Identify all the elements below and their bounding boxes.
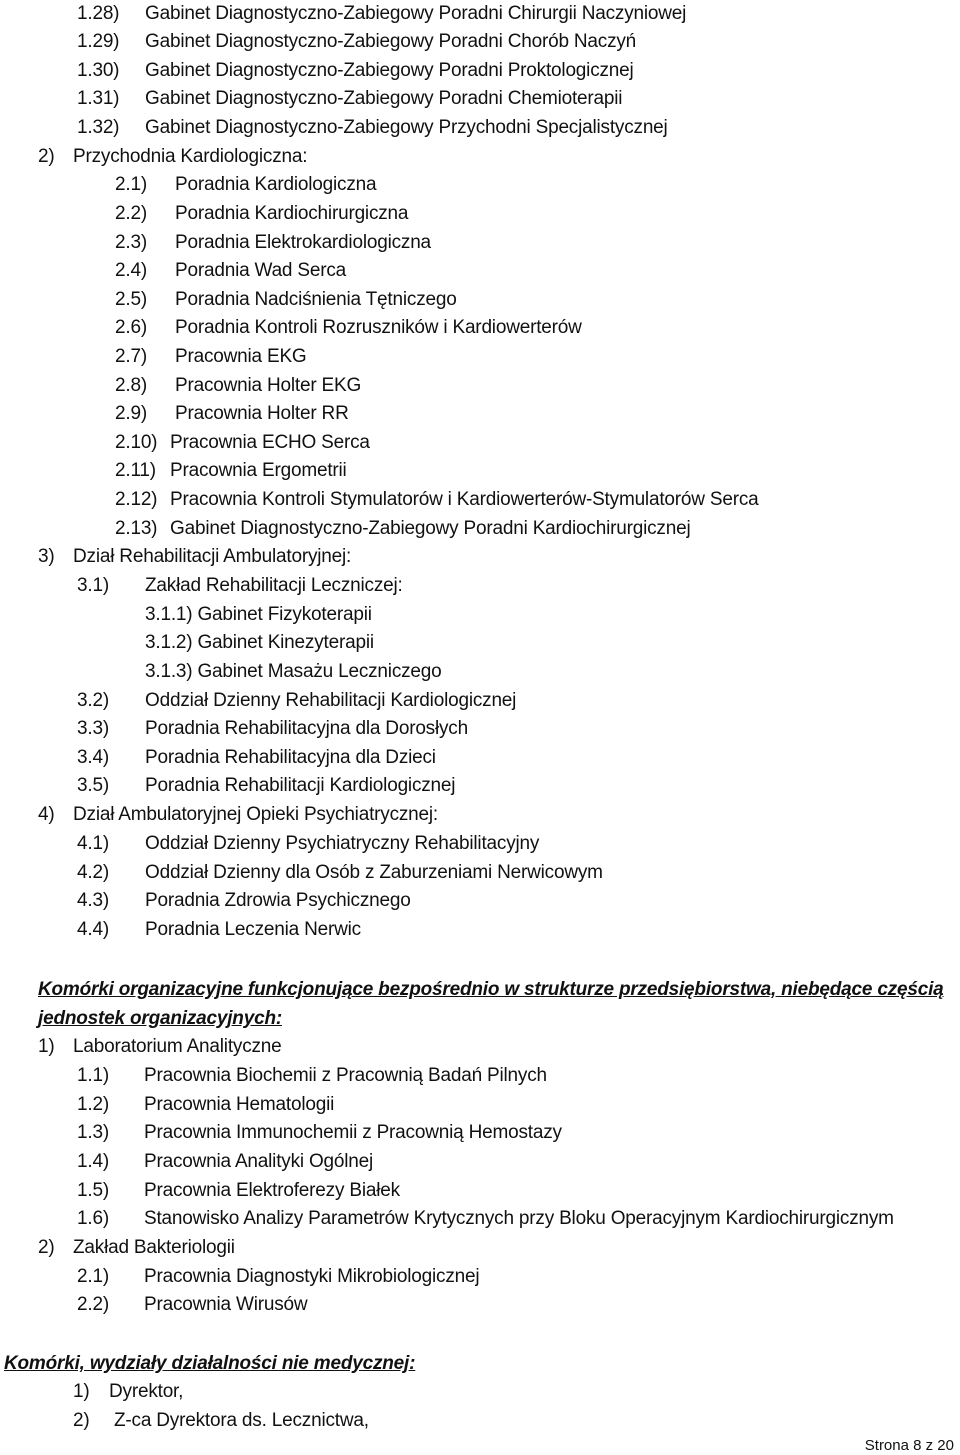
section-number: 1) — [38, 1036, 55, 1057]
item-number: 2.11) — [115, 460, 156, 481]
item-text: Pracownia Analityki Ogólnej — [144, 1151, 374, 1172]
item-text: Poradnia Wad Serca — [175, 260, 347, 281]
item-text: Poradnia Rehabilitacji Kardiologicznej — [145, 775, 456, 796]
item-text: 3.1.1) Gabinet Fizykoterapii — [145, 604, 372, 625]
section-title: Zakład Bakteriologii — [73, 1237, 235, 1258]
section-title: Dział Ambulatoryjnej Opieki Psychiatrycznej: — [73, 804, 439, 825]
item-number: 3.3) — [77, 718, 109, 739]
section-heading-units-cont: jednostek organizacyjnych: — [38, 1008, 282, 1029]
item-text: Poradnia Leczenia Nerwic — [145, 919, 361, 940]
item-number: 1.28) — [77, 3, 120, 24]
section-title: Laboratorium Analityczne — [73, 1036, 282, 1057]
item-number: 1.2) — [77, 1094, 109, 1115]
item-text: Pracownia Holter EKG — [175, 375, 362, 396]
section-number: 4) — [38, 804, 55, 825]
section-number: 3) — [38, 546, 55, 567]
item-text: Gabinet Diagnostyczno-Zabiegowy Przychodni Specjalistycznej — [145, 117, 668, 138]
item-number: 2.2) — [115, 203, 147, 224]
item-text: 3.1.3) Gabinet Masażu Leczniczego — [145, 661, 442, 682]
item-number: 1.30) — [77, 60, 120, 81]
item-text: Dyrektor, — [109, 1381, 184, 1402]
item-number: 2.4) — [115, 260, 147, 281]
item-number: 1.4) — [77, 1151, 109, 1172]
item-number: 1.3) — [77, 1122, 109, 1143]
item-text: Poradnia Elektrokardiologiczna — [175, 232, 431, 253]
item-number: 2.3) — [115, 232, 147, 253]
item-number: 1.32) — [77, 117, 120, 138]
item-number: 2.6) — [115, 317, 147, 338]
item-text: Gabinet Diagnostyczno-Zabiegowy Poradni Kardiochirurgicznej — [170, 518, 691, 539]
item-number: 1.1) — [77, 1065, 109, 1086]
item-text: Pracownia Immunochemii z Pracownią Hemostazy — [144, 1122, 562, 1143]
item-text: Pracownia Kontroli Stymulatorów i Kardiowerterów-Stymulatorów Serca — [170, 489, 759, 510]
item-number: 2.1) — [77, 1266, 109, 1287]
section-heading-units: Komórki organizacyjne funkcjonujące bezpośrednio w strukturze przedsiębiorstwa, niebędące częścią — [38, 979, 944, 1000]
item-text: Poradnia Rehabilitacyjna dla Dorosłych — [145, 718, 468, 739]
item-number: 1.6) — [77, 1208, 109, 1229]
item-number: 3.4) — [77, 747, 109, 768]
item-text: Pracownia Elektroferezy Białek — [144, 1180, 400, 1201]
section-title: Przychodnia Kardiologiczna: — [73, 146, 308, 167]
item-text: Oddział Dzienny Rehabilitacji Kardiologicznej — [145, 690, 517, 711]
item-text: Stanowisko Analizy Parametrów Krytycznych przy Bloku Operacyjnym Kardiochirurgicznym — [144, 1208, 894, 1229]
item-text: Gabinet Diagnostyczno-Zabiegowy Poradni Chemioterapii — [145, 88, 623, 109]
item-text: Gabinet Diagnostyczno-Zabiegowy Poradni Proktologicznej — [145, 60, 634, 81]
item-text: Oddział Dzienny dla Osób z Zaburzeniami Nerwicowym — [145, 862, 603, 883]
item-text: Poradnia Zdrowia Psychicznego — [145, 890, 411, 911]
section-number: 2) — [38, 1237, 55, 1258]
item-text: Poradnia Kardiologiczna — [175, 174, 377, 195]
item-number: 1) — [73, 1381, 90, 1402]
item-text: Poradnia Nadciśnienia Tętniczego — [175, 289, 457, 310]
page-number: Strona 8 z 20 — [864, 1437, 954, 1454]
item-text: Poradnia Kontroli Rozruszników i Kardiowerterów — [175, 317, 582, 338]
item-text: Pracownia Holter RR — [175, 403, 349, 424]
item-number: 1.29) — [77, 31, 120, 52]
item-text: Pracownia EKG — [175, 346, 307, 367]
item-number: 4.4) — [77, 919, 109, 940]
item-text: Pracownia Wirusów — [144, 1294, 308, 1315]
item-number: 2.10) — [115, 432, 158, 453]
item-text: Pracownia ECHO Serca — [170, 432, 370, 453]
section-heading-non-medical: Komórki, wydziały działalności nie medycznej: — [4, 1353, 416, 1374]
item-number: 4.1) — [77, 833, 109, 854]
item-text: Pracownia Ergometrii — [170, 460, 347, 481]
item-text: Poradnia Rehabilitacyjna dla Dzieci — [145, 747, 436, 768]
item-number: 2.2) — [77, 1294, 109, 1315]
section-title: Dział Rehabilitacji Ambulatoryjnej: — [73, 546, 352, 567]
item-text: Pracownia Diagnostyki Mikrobiologicznej — [144, 1266, 480, 1287]
item-number: 2.8) — [115, 375, 147, 396]
item-text: Gabinet Diagnostyczno-Zabiegowy Poradni Chorób Naczyń — [145, 31, 637, 52]
item-text: Poradnia Kardiochirurgiczna — [175, 203, 409, 224]
item-number: 3.1) — [77, 575, 109, 596]
item-number: 2.13) — [115, 518, 158, 539]
item-text: Oddział Dzienny Psychiatryczny Rehabilitacyjny — [145, 833, 540, 854]
item-number: 2.1) — [115, 174, 147, 195]
item-text: Z-ca Dyrektora ds. Lecznictwa, — [114, 1410, 369, 1431]
item-text: Pracownia Biochemii z Pracownią Badań Pilnych — [144, 1065, 547, 1086]
item-number: 2.5) — [115, 289, 147, 310]
item-number: 3.5) — [77, 775, 109, 796]
item-text: Zakład Rehabilitacji Leczniczej: — [145, 575, 403, 596]
item-text: 3.1.2) Gabinet Kinezyterapii — [145, 632, 374, 653]
item-number: 3.2) — [77, 690, 109, 711]
item-number: 4.2) — [77, 862, 109, 883]
item-text: Pracownia Hematologii — [144, 1094, 335, 1115]
item-number: 1.31) — [77, 88, 120, 109]
item-number: 2.9) — [115, 403, 147, 424]
item-number: 2) — [73, 1410, 90, 1431]
item-number: 4.3) — [77, 890, 109, 911]
item-number: 2.12) — [115, 489, 158, 510]
item-number: 2.7) — [115, 346, 147, 367]
item-number: 1.5) — [77, 1180, 109, 1201]
item-text: Gabinet Diagnostyczno-Zabiegowy Poradni Chirurgii Naczyniowej — [145, 3, 687, 24]
section-number: 2) — [38, 146, 55, 167]
